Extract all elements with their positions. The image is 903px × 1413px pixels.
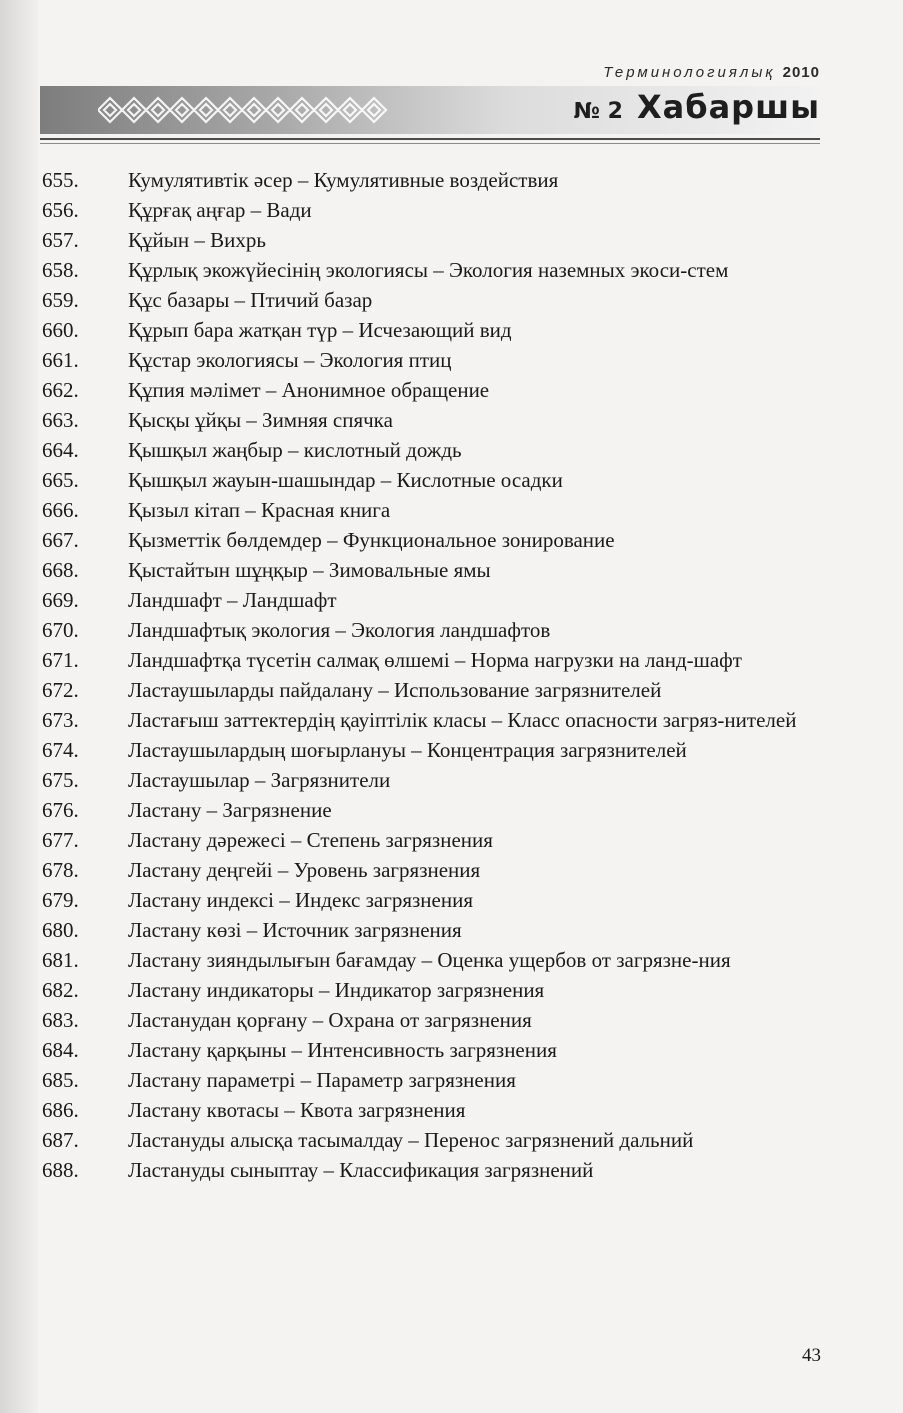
entry-text: Қысқы ұйқы – Зимняя спячка: [128, 408, 393, 432]
issue-number: № 2: [573, 99, 623, 124]
entry-number: 674.: [42, 738, 79, 762]
glossary-entry: [0, 645, 903, 675]
entry-number: 682.: [42, 978, 79, 1002]
glossary-entry: [0, 255, 903, 285]
entry-number: 675.: [42, 768, 79, 792]
glossary-entry: [0, 195, 903, 225]
entry-text: Қыстайтын шұңқыр – Зимовальные ямы: [128, 558, 491, 582]
entry-text: Ластану индикаторы – Индикатор загрязнения: [128, 978, 545, 1002]
banner-title: [574, 88, 820, 126]
entry-text: Ландшафтық экология – Экология ландшафтов: [128, 618, 551, 642]
entry-text: Қышқыл жаңбыр – кислотный дождь: [128, 438, 462, 462]
entry-text: Ластану параметрі – Параметр загрязнения: [128, 1068, 516, 1092]
entry-text: Қышқыл жауын-шашындар – Кислотные осадки: [128, 468, 563, 492]
journal-name: [603, 64, 820, 81]
glossary-entry: [0, 915, 903, 945]
journal-year: 2010: [782, 64, 820, 81]
entry-number: 669.: [42, 588, 79, 612]
entry-text: Ластану зияндылығын бағамдау – Оценка ущербов от загрязне-ния: [128, 948, 731, 972]
entry-number: 656.: [42, 198, 79, 222]
entry-number: 671.: [42, 648, 79, 672]
entry-number: 683.: [42, 1008, 79, 1032]
entry-text: Құрлық экожүйесінің экологиясы – Экология наземных экоси-стем: [128, 258, 729, 282]
entry-number: 661.: [42, 348, 79, 372]
glossary-entry: [0, 375, 903, 405]
glossary-entry: [0, 555, 903, 585]
entry-text: Ландшафт – Ландшафт: [128, 588, 337, 612]
entry-text: Ландшафтқа түсетін салмақ өлшемі – Норма нагрузки на ланд-шафт: [128, 648, 742, 672]
glossary-entry: [0, 945, 903, 975]
entry-text: Ластаушыларды пайдалану – Использование загрязнителей: [128, 678, 662, 702]
journal-heading: Хабаршы: [636, 88, 820, 126]
glossary-entry: [0, 585, 903, 615]
entry-number: 670.: [42, 618, 79, 642]
entry-number: 684.: [42, 1038, 79, 1062]
entry-text: Ластанудан қорғану – Охрана от загрязнения: [128, 1008, 532, 1032]
entry-number: 663.: [42, 408, 79, 432]
ornament-pattern: [98, 94, 398, 126]
entry-text: Құпия мәлімет – Анонимное обращение: [128, 378, 490, 402]
page-number: 43: [802, 1345, 821, 1366]
glossary-entry: [0, 405, 903, 435]
entry-number: 662.: [42, 378, 79, 402]
glossary-entry: [0, 1155, 903, 1185]
entry-number: 688.: [42, 1158, 79, 1182]
entry-number: 686.: [42, 1098, 79, 1122]
entry-text: Құрғақ аңғар – Вади: [128, 198, 312, 222]
entry-number: 676.: [42, 798, 79, 822]
entry-number: 673.: [42, 708, 79, 732]
glossary-entry: [0, 1035, 903, 1065]
entry-text: Қызметтік бөлдемдер – Функциональное зонирование: [128, 528, 615, 552]
entry-number: 679.: [42, 888, 79, 912]
glossary-entry: [0, 345, 903, 375]
entry-number: 680.: [42, 918, 79, 942]
entry-number: 665.: [42, 468, 79, 492]
entry-text: Құс базары – Птичий базар: [128, 288, 373, 312]
header-banner: [40, 86, 820, 134]
glossary-entry: [0, 315, 903, 345]
entry-text: Ластануды сыныптау – Классификация загрязнений: [128, 1158, 594, 1182]
entry-number: 655.: [42, 168, 79, 192]
header-rule-thick: [40, 138, 820, 140]
glossary-entry: [0, 225, 903, 255]
entry-text: Құстар экологиясы – Экология птиц: [128, 348, 452, 372]
entry-number: 672.: [42, 678, 79, 702]
entry-text: Ластану – Загрязнение: [128, 798, 332, 822]
entry-text: Ластану деңгейі – Уровень загрязнения: [128, 858, 481, 882]
glossary-entry: [0, 1095, 903, 1125]
glossary-entry: [0, 1005, 903, 1035]
glossary-entry: [0, 825, 903, 855]
entry-text: Ластағыш заттектердің қауіптілік класы – Класс опасности загряз-нителей: [128, 708, 797, 732]
glossary-list: [0, 165, 903, 1185]
glossary-entry: [0, 615, 903, 645]
glossary-entry: [0, 165, 903, 195]
glossary-entry: [0, 705, 903, 735]
glossary-entry: [0, 465, 903, 495]
entry-number: 659.: [42, 288, 79, 312]
entry-number: 667.: [42, 528, 79, 552]
glossary-entry: [0, 735, 903, 765]
glossary-entry: [0, 975, 903, 1005]
glossary-entry: [0, 795, 903, 825]
entry-text: Ластану индексі – Индекс загрязнения: [128, 888, 473, 912]
entry-number: 658.: [42, 258, 79, 282]
entry-text: Ластануды алысқа тасымалдау – Перенос загрязнений дальний: [128, 1128, 694, 1152]
glossary-entry: [0, 885, 903, 915]
entry-text: Ластану квотасы – Квота загрязнения: [128, 1098, 466, 1122]
entry-text: Ластаушылар – Загрязнители: [128, 768, 391, 792]
entry-text: Қызыл кітап – Красная книга: [128, 498, 391, 522]
entry-text: Ластану дәрежесі – Степень загрязнения: [128, 828, 493, 852]
entry-number: 668.: [42, 558, 79, 582]
entry-text: Кумулятивтік әсер – Кумулятивные воздействия: [128, 168, 559, 192]
entry-text: Ластану қарқыны – Интенсивность загрязнения: [128, 1038, 557, 1062]
entry-number: 681.: [42, 948, 79, 972]
entry-number: 685.: [42, 1068, 79, 1092]
entry-text: Ластаушылардың шоғырлануы – Концентрация загрязнителей: [128, 738, 687, 762]
entry-number: 666.: [42, 498, 79, 522]
entry-text: Құрып бара жатқан түр – Исчезающий вид: [128, 318, 512, 342]
glossary-entry: [0, 495, 903, 525]
entry-number: 660.: [42, 318, 79, 342]
header-rule-thin: [40, 143, 820, 144]
entry-text: Құйын – Вихрь: [128, 228, 266, 252]
entry-number: 678.: [42, 858, 79, 882]
glossary-entry: [0, 765, 903, 795]
entry-text: Ластану көзі – Источник загрязнения: [128, 918, 462, 942]
glossary-entry: [0, 1125, 903, 1155]
entry-number: 664.: [42, 438, 79, 462]
glossary-entry: [0, 855, 903, 885]
entry-number: 687.: [42, 1128, 79, 1152]
entry-number: 657.: [42, 228, 79, 252]
glossary-entry: [0, 525, 903, 555]
glossary-entry: [0, 675, 903, 705]
journal-title: Терминологиялық: [603, 64, 776, 81]
entry-number: 677.: [42, 828, 79, 852]
glossary-entry: [0, 285, 903, 315]
glossary-entry: [0, 435, 903, 465]
glossary-entry: [0, 1065, 903, 1095]
